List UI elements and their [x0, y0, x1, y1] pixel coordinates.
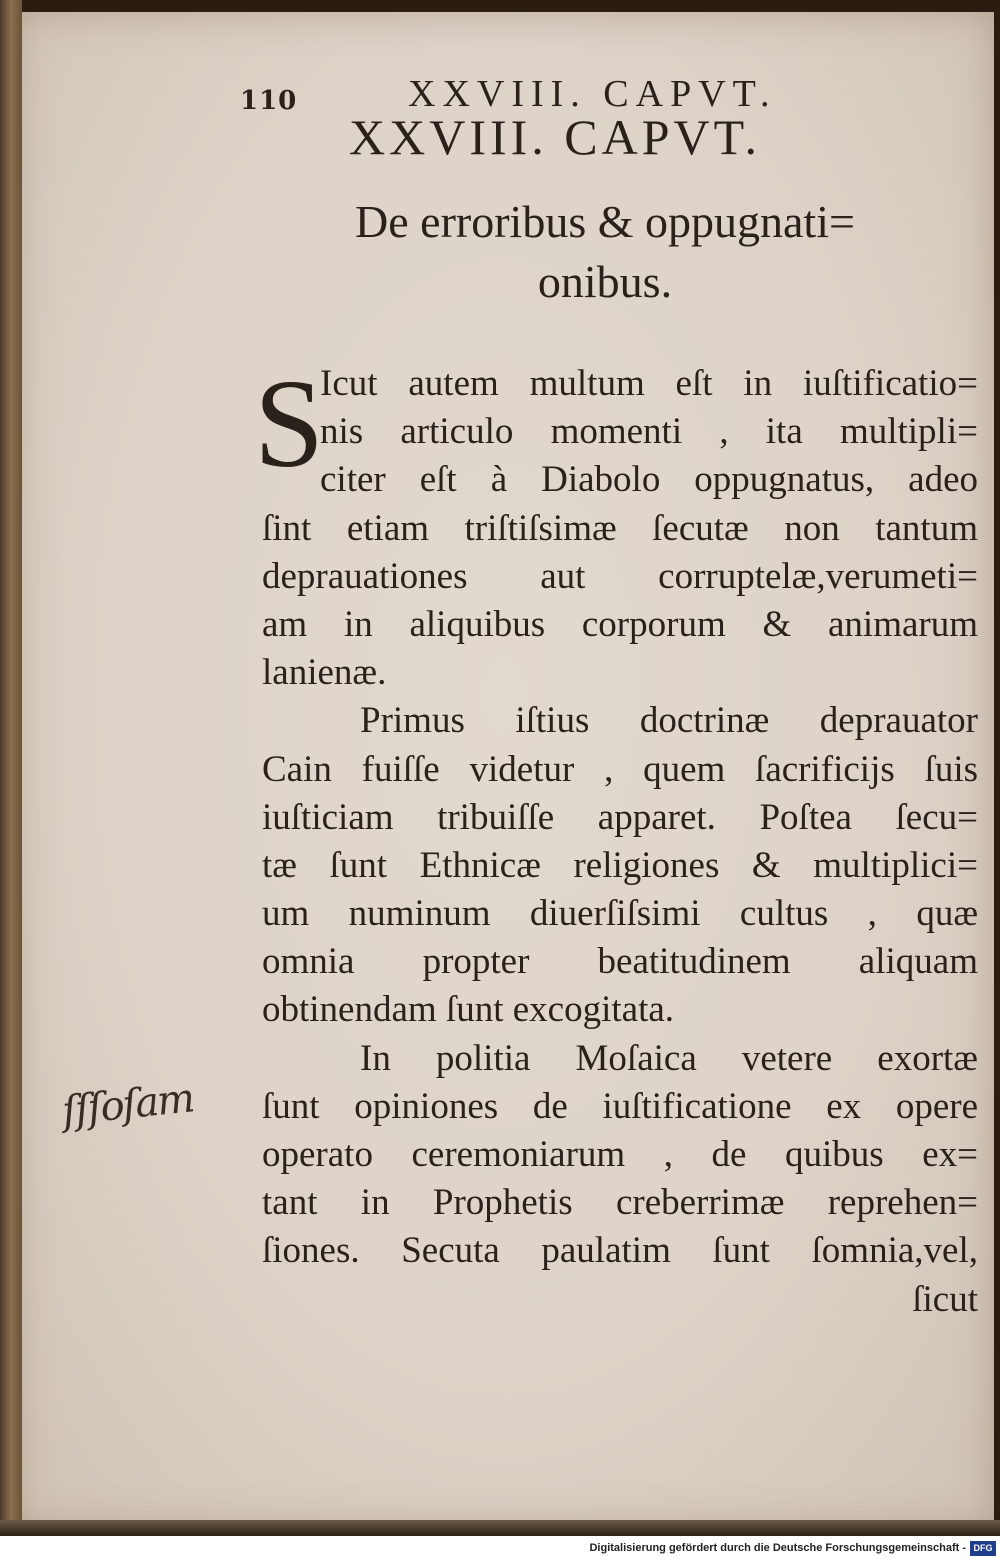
text-line: Icut autem multum eſt in iuſtificatio=: [320, 363, 978, 404]
text-line: Primus iſtius doctrinæ deprauator: [360, 700, 978, 742]
text-line: lanienæ.: [262, 652, 387, 694]
text-line: ſint etiam triſtiſsimæ ſecutæ non tantum: [262, 507, 978, 549]
dfg-logo: DFG: [970, 1541, 996, 1556]
handwritten-margin-note: ſſſoſam: [59, 1075, 196, 1135]
text-line: citer eſt à Diabolo oppugnatus, adeo: [320, 459, 978, 501]
page-bottom-edge: [0, 1520, 1000, 1536]
text-line: nis articulo momenti , ita multipli=: [320, 411, 978, 453]
binding-edge: [0, 0, 22, 1536]
text-line: omnia propter beatitudinem aliquam: [262, 941, 978, 983]
page-number: 110: [240, 86, 298, 116]
chapter-subtitle: [270, 192, 940, 312]
body-text: [262, 360, 978, 1324]
running-title: XXVIII. CAPVT.: [408, 73, 777, 115]
text-line: iuſticiam tribuiſſe apparet. Poſtea ſecu=: [262, 796, 978, 838]
text-line: operato ceremoniarum , de quibus ex=: [262, 1134, 978, 1175]
funding-credit: Digitalisierung gefördert durch die Deutsche Forschungsgemeinschaft -: [589, 1542, 966, 1554]
subtitle-line: onibus.: [537, 256, 673, 307]
drop-cap: S: [254, 355, 325, 494]
chapter-title: XXVIII. CAPVT.: [349, 109, 761, 165]
digitization-footer: [0, 1536, 1000, 1563]
text-line: tant in Prophetis creberrimæ reprehen=: [262, 1182, 978, 1224]
text-line: Cain fuiſſe videtur , quem ſacrificijs ſuis: [262, 748, 978, 790]
text-line: um numinum diuerſiſsimi cultus , quæ: [262, 893, 978, 935]
text-line: ſiones. Secuta paulatim ſunt ſomnia,vel,: [262, 1230, 978, 1272]
text-line: deprauationes aut corruptelæ,verumeti=: [262, 555, 978, 597]
catchword: ſicut: [912, 1278, 978, 1320]
text-line: obtinendam ſunt excogitata.: [262, 989, 675, 1031]
text-line: ſunt opiniones de iuſtificatione ex opere: [262, 1085, 978, 1127]
text-line: am in aliquibus corporum & animarum: [262, 603, 978, 645]
text-line: In politia Moſaica vetere exortæ: [360, 1037, 978, 1079]
subtitle-line: De erroribus & oppugnati=: [355, 196, 855, 247]
text-line: tæ ſunt Ethnicæ religiones & multiplici=: [262, 844, 978, 886]
